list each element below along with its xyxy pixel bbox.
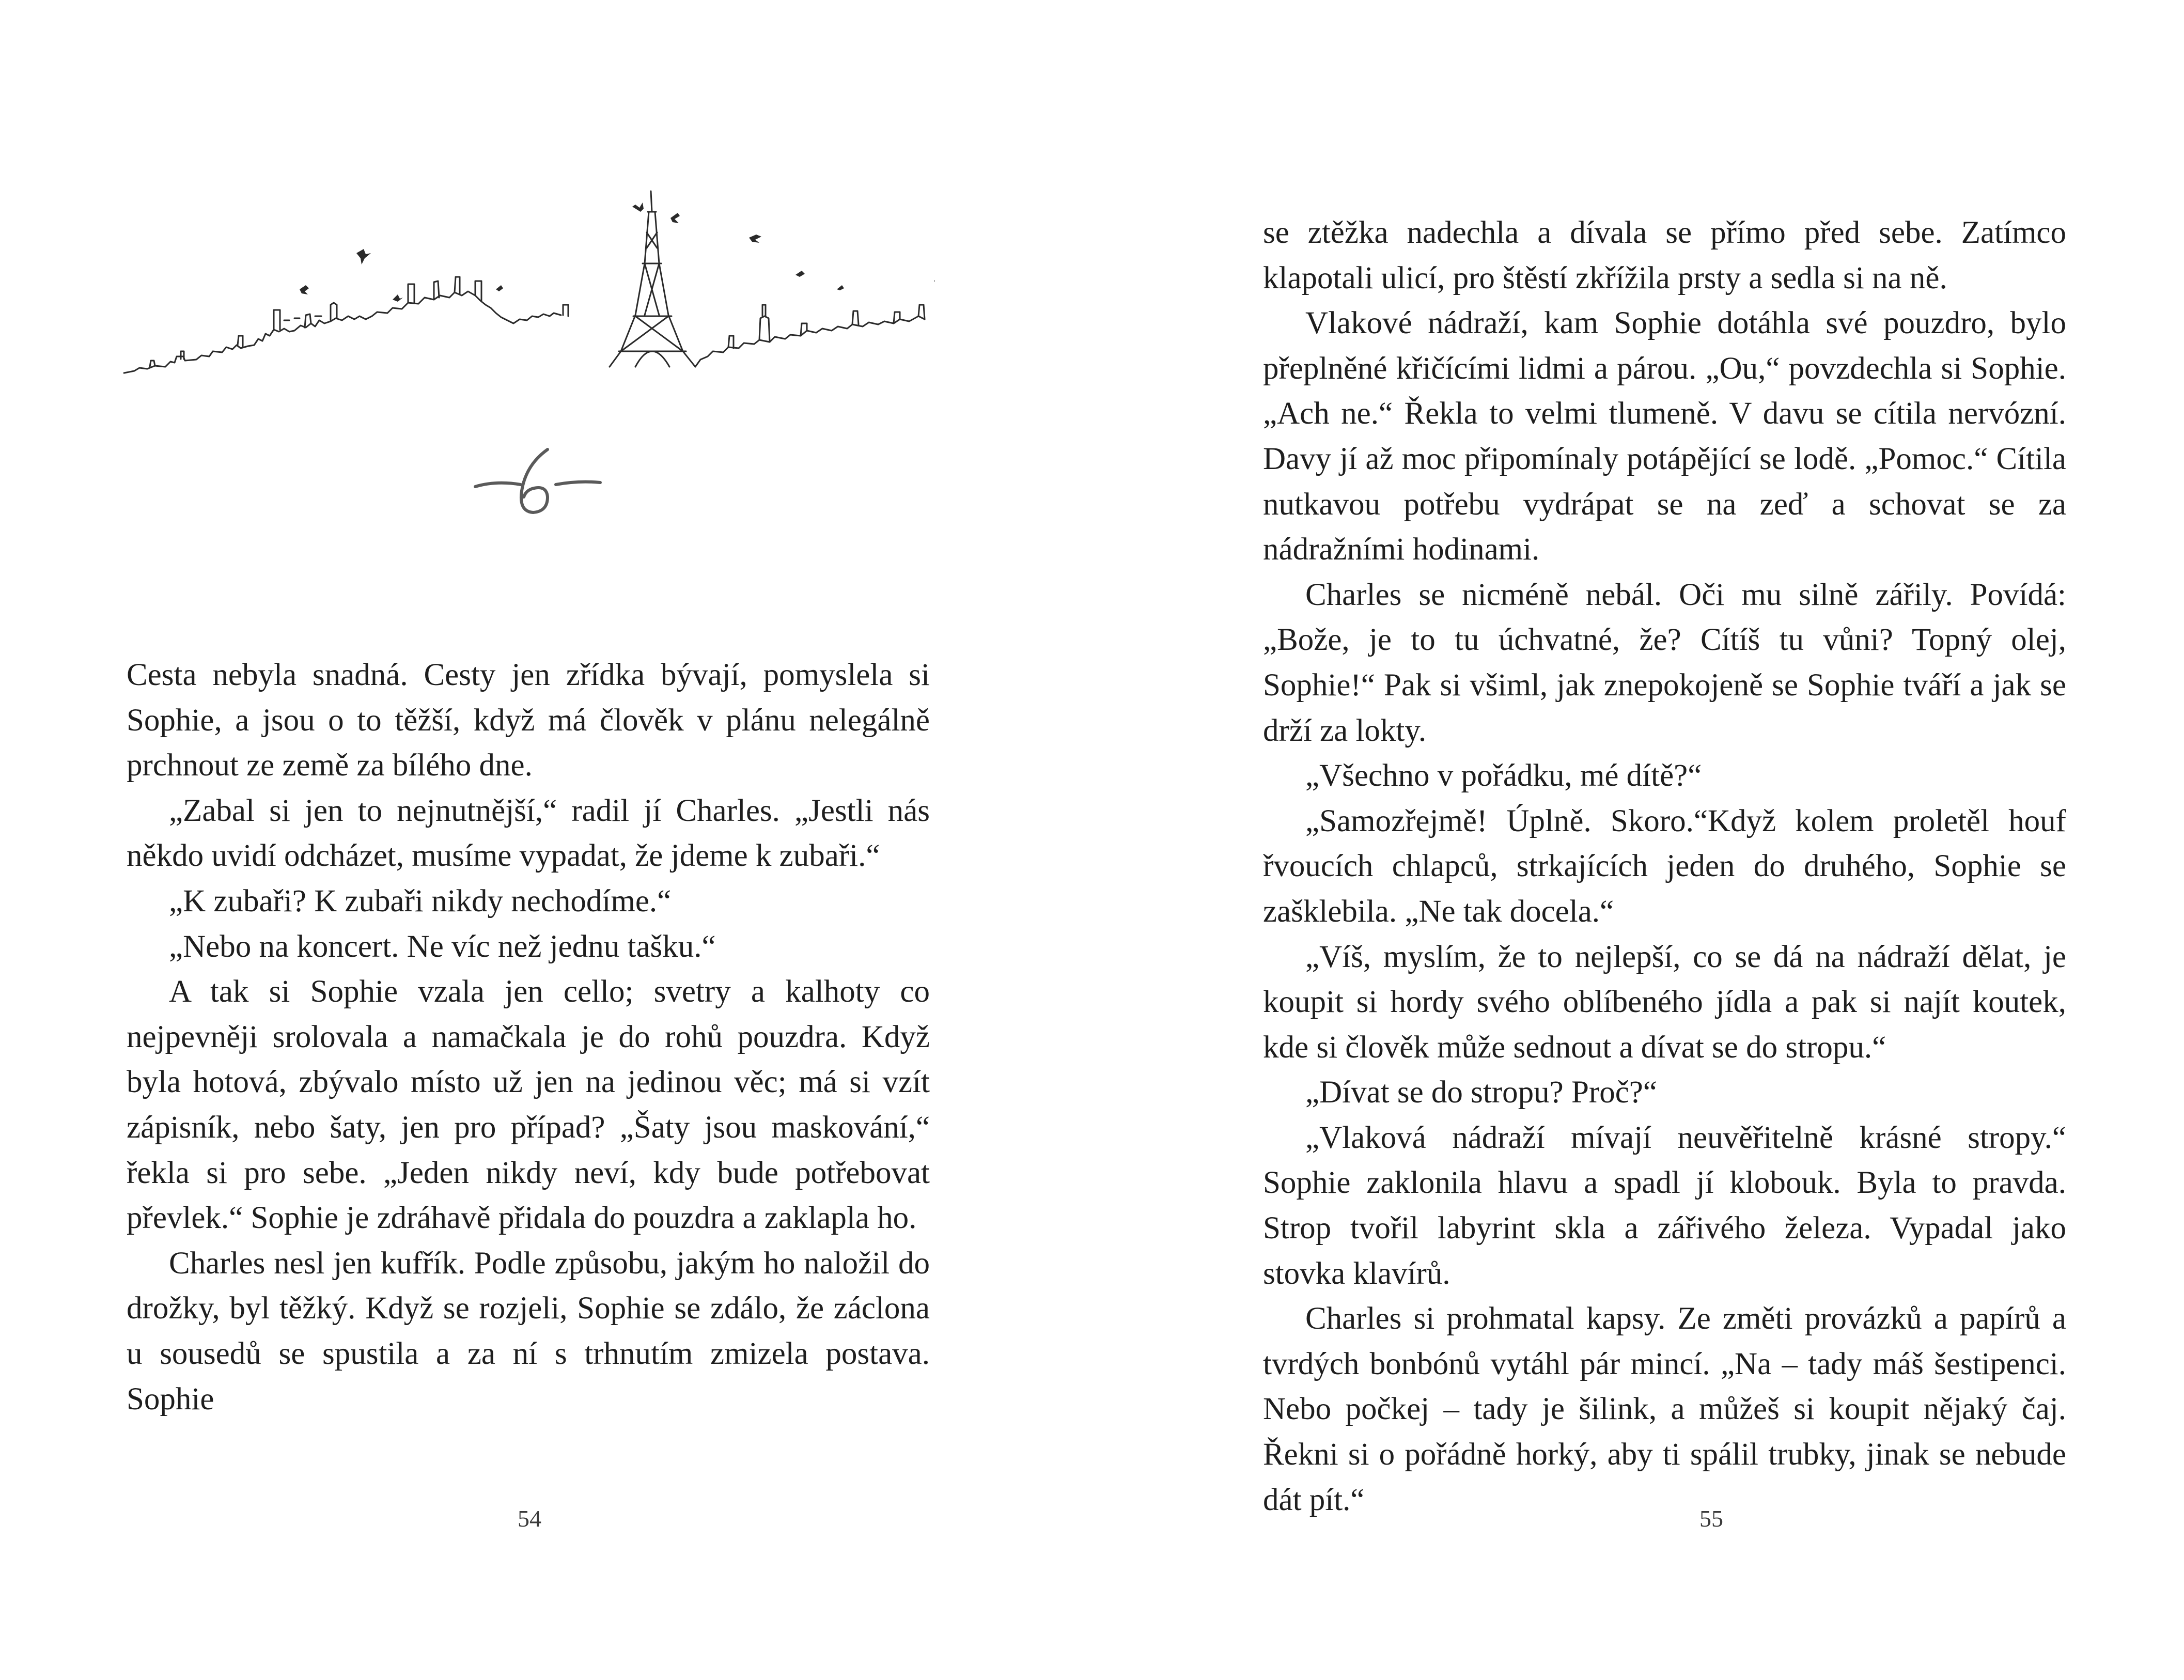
paragraph: „Víš, myslím, že to nejlepší, co se dá na nádraží dělat, je koupit si hordy svého oblíbeného jídla a pak si najít koutek, kde si člověk může sednout a dívat se do stropu.“ <box>1263 939 2066 1065</box>
page-number: 54 <box>518 1505 541 1532</box>
paragraph: Charles si prohmatal kapsy. Ze změti provázků a papírů a tvrdých bonbónů vytáhl pár mincí. „Na – tady máš šestipenci. Nebo počkej – tady je šilink, a můžeš si koupit nějaký čaj. Řekni si o pořádně horký, aby ti spálil trubky, jinak se nebude dát pít.“ <box>1263 1301 2066 1517</box>
paragraph: „Nebo na koncert. Ne víc než jednu tašku.“ <box>169 929 716 964</box>
paragraph: Charles se nicméně nebál. Oči mu silně zářily. Povídá: „Bože, je to tu úchvatné, že? Cítíš tu vůni? Topný olej, Sophie!“ Pak si všiml, jak znepokojeně se Sophie tváří a jak se drží za lokty. <box>1263 577 2066 748</box>
paris-skyline-illustration <box>119 181 935 393</box>
paragraph: Charles nesl jen kufřík. Podle způsobu, jakým ho naložil do drožky, byl těžký. Když se rozjeli, Sophie se zdálo, že záclona u sousedů se spustila a za ní s trhnutím zmizela postava. Sophie <box>127 1246 930 1417</box>
chapter-number-six-glyph <box>465 429 610 532</box>
paragraph: „K zubaři? K zubaři nikdy nechodíme.“ <box>169 883 672 919</box>
paragraph: Cesta nebyla snadná. Cesty jen zřídka bývají, pomyslela si Sophie, a jsou o to těžší, když má člověk v plánu nelegálně prchnout ze země za bílého dne. <box>127 658 930 783</box>
paragraph: „Všechno v pořádku, mé dítě?“ <box>1305 758 1702 794</box>
paragraph: Vlakové nádraží, kam Sophie dotáhla své pouzdro, bylo přeplněné křičícími lidmi a párou. „Ou,“ povzdechla si Sophie. „Ach ne.“ Řekla to velmi tlumeně. V davu se cítila nervózní. Davy jí až moc připomínaly potápějící se lodě. „Pomoc.“ Cítila nutkavou potřebu vydrápat se na zeď a schovat se za nádražními hodinami. <box>1263 306 2066 567</box>
left-page-body-text <box>127 652 930 1422</box>
paragraph: A tak si Sophie vzala jen cello; svetry a kalhoty co nejpevněji srolovala a namačkala je do rohů pouzdra. Když byla hotová, zbývalo místo už jen na jedinou věc; má si vzít zápisník, nebo šaty, jen pro případ? „Šaty jsou maskování,“ řekla si pro sebe. „Jeden nikdy neví, kdy bude potřebovat převlek.“ Sophie je zdráhavě přidala do pouzdra a zaklapla ho. <box>127 974 930 1236</box>
paragraph: se ztěžka nadechla a dívala se přímo před sebe. Zatímco klapotali ulicí, pro štěstí zkřížila prsty a sedla si na ně. <box>1263 215 2066 295</box>
paragraph: „Dívat se do stropu? Proč?“ <box>1305 1075 1657 1110</box>
paragraph: „Zabal si jen to nejnutnější,“ radil jí Charles. „Jestli nás někdo uvidí odcházet, musíme vypadat, že jdeme k zubaři.“ <box>127 793 930 874</box>
paragraph: „Samozřejmě! Úplně. Skoro.“Když kolem proletěl houf řvoucích chlapců, strkajících jeden do druhého, Sophie se zašklebila. „Ne tak docela.“ <box>1263 803 2066 929</box>
right-page <box>1092 0 2184 1680</box>
paragraph: „Vlaková nádraží mívají neuvěřitelně krásné stropy.“ Sophie zaklonila hlavu a spadl jí klobouk. Byla to pravda. Strop tvořil labyrint skla a zářivého železa. Vypadal jako stovka klavírů. <box>1263 1120 2066 1291</box>
page-number: 55 <box>1699 1505 1723 1532</box>
right-page-body-text <box>1263 210 2066 1522</box>
